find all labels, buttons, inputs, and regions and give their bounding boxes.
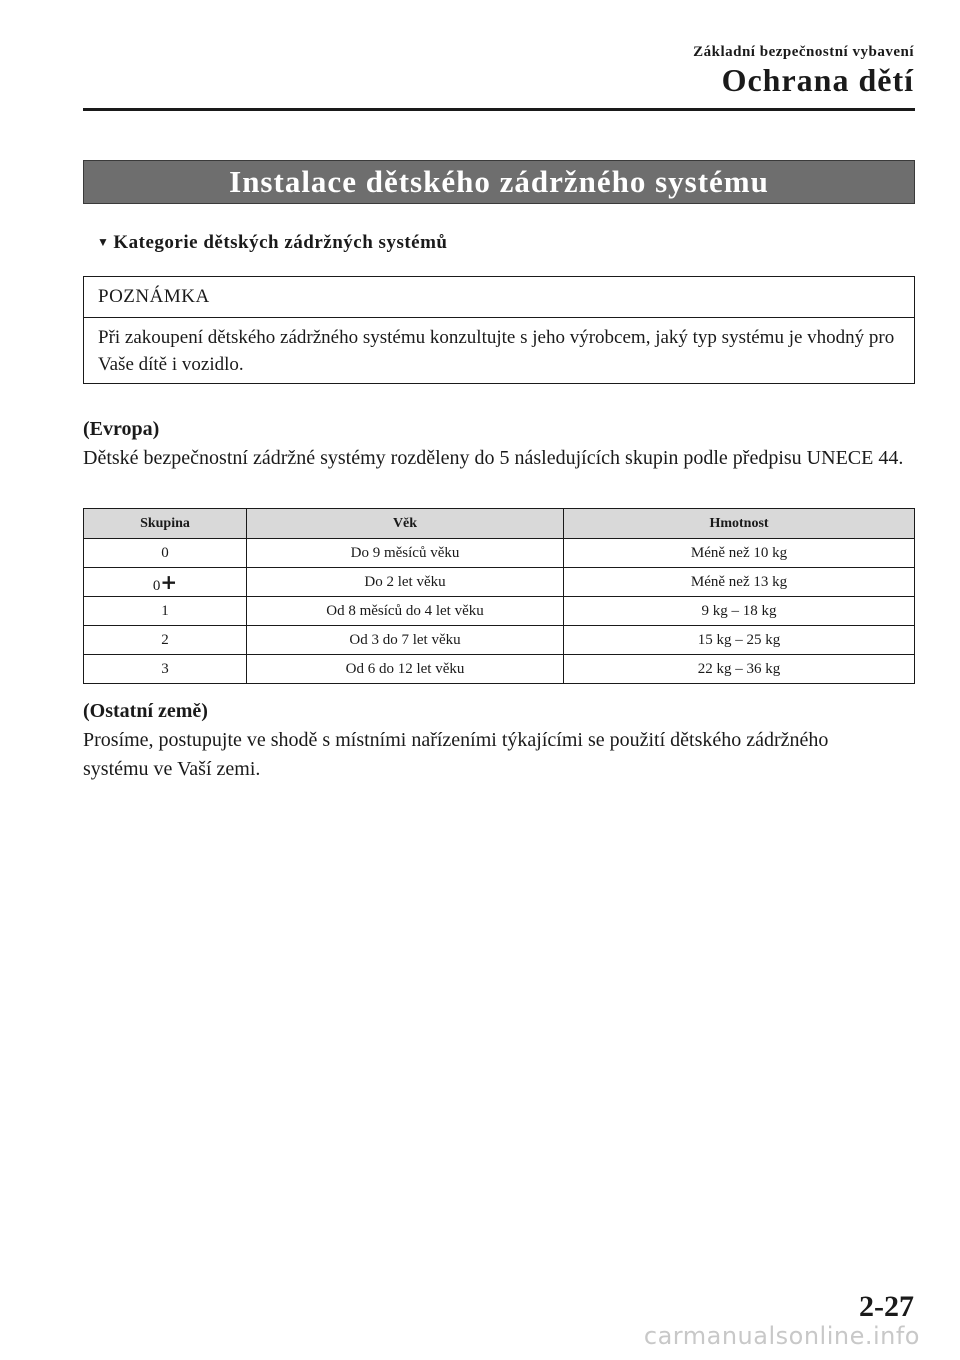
table-header-row xyxy=(84,509,915,539)
running-header-section: Základní bezpečnostní vybavení xyxy=(693,44,914,60)
cell-weight: 22 kg – 36 kg xyxy=(564,655,915,684)
note-body: Při zakoupení dětského zádržného systému konzultujte s jeho výrobcem, jaký typ systému je vhodný pro Vaše dítě i vozidlo. xyxy=(98,327,895,375)
cell-group xyxy=(84,568,247,597)
group-table xyxy=(83,508,915,684)
table-row xyxy=(84,539,915,568)
europe-heading: (Evropa) xyxy=(83,418,160,440)
table-row xyxy=(84,626,915,655)
running-header-title: Ochrana dětí xyxy=(721,62,914,98)
cell-group: 0 xyxy=(84,539,247,568)
cell-age: Od 6 do 12 let věku xyxy=(247,655,564,684)
cell-weight: Méně než 10 kg xyxy=(564,539,915,568)
cell-age: Od 8 měsíců do 4 let věku xyxy=(247,597,564,626)
cell-group-value: 0 xyxy=(152,577,161,594)
triangle-marker-icon: ▼ xyxy=(97,235,110,249)
column-header-group: Skupina xyxy=(84,509,247,539)
subheading-text: Kategorie dětských zádržných systémů xyxy=(113,232,448,253)
table-row xyxy=(84,655,915,684)
cell-weight: Méně než 13 kg xyxy=(564,568,915,597)
column-header-weight: Hmotnost xyxy=(564,509,915,539)
other-countries-heading: (Ostatní země) xyxy=(83,700,208,722)
cell-group: 3 xyxy=(84,655,247,684)
plus-icon: + xyxy=(160,569,178,594)
note-box xyxy=(83,276,915,384)
table-row xyxy=(84,568,915,597)
header-rule xyxy=(83,108,915,111)
other-countries-paragraph: Prosíme, postupujte ve shodě s místními nařízeními týkajícími se použití dětského zádržného systému ve Vaší zemi. xyxy=(83,729,829,780)
cell-group: 2 xyxy=(84,626,247,655)
cell-group: 1 xyxy=(84,597,247,626)
section-banner: Instalace dětského zádržného systému xyxy=(83,160,915,204)
cell-weight: 15 kg – 25 kg xyxy=(564,626,915,655)
cell-age: Do 9 měsíců věku xyxy=(247,539,564,568)
table-row xyxy=(84,597,915,626)
subheading xyxy=(97,232,448,254)
cell-age: Do 2 let věku xyxy=(247,568,564,597)
column-header-age: Věk xyxy=(247,509,564,539)
cell-age: Od 3 do 7 let věku xyxy=(247,626,564,655)
watermark: carmanualsonline.info xyxy=(643,1322,920,1350)
page-number: 2-27 xyxy=(859,1290,914,1323)
cell-weight: 9 kg – 18 kg xyxy=(564,597,915,626)
europe-paragraph: Dětské bezpečnostní zádržné systémy rozděleny do 5 následujících skupin podle předpisu UNECE 44. xyxy=(83,447,904,469)
note-title: POZNÁMKA xyxy=(84,277,914,318)
